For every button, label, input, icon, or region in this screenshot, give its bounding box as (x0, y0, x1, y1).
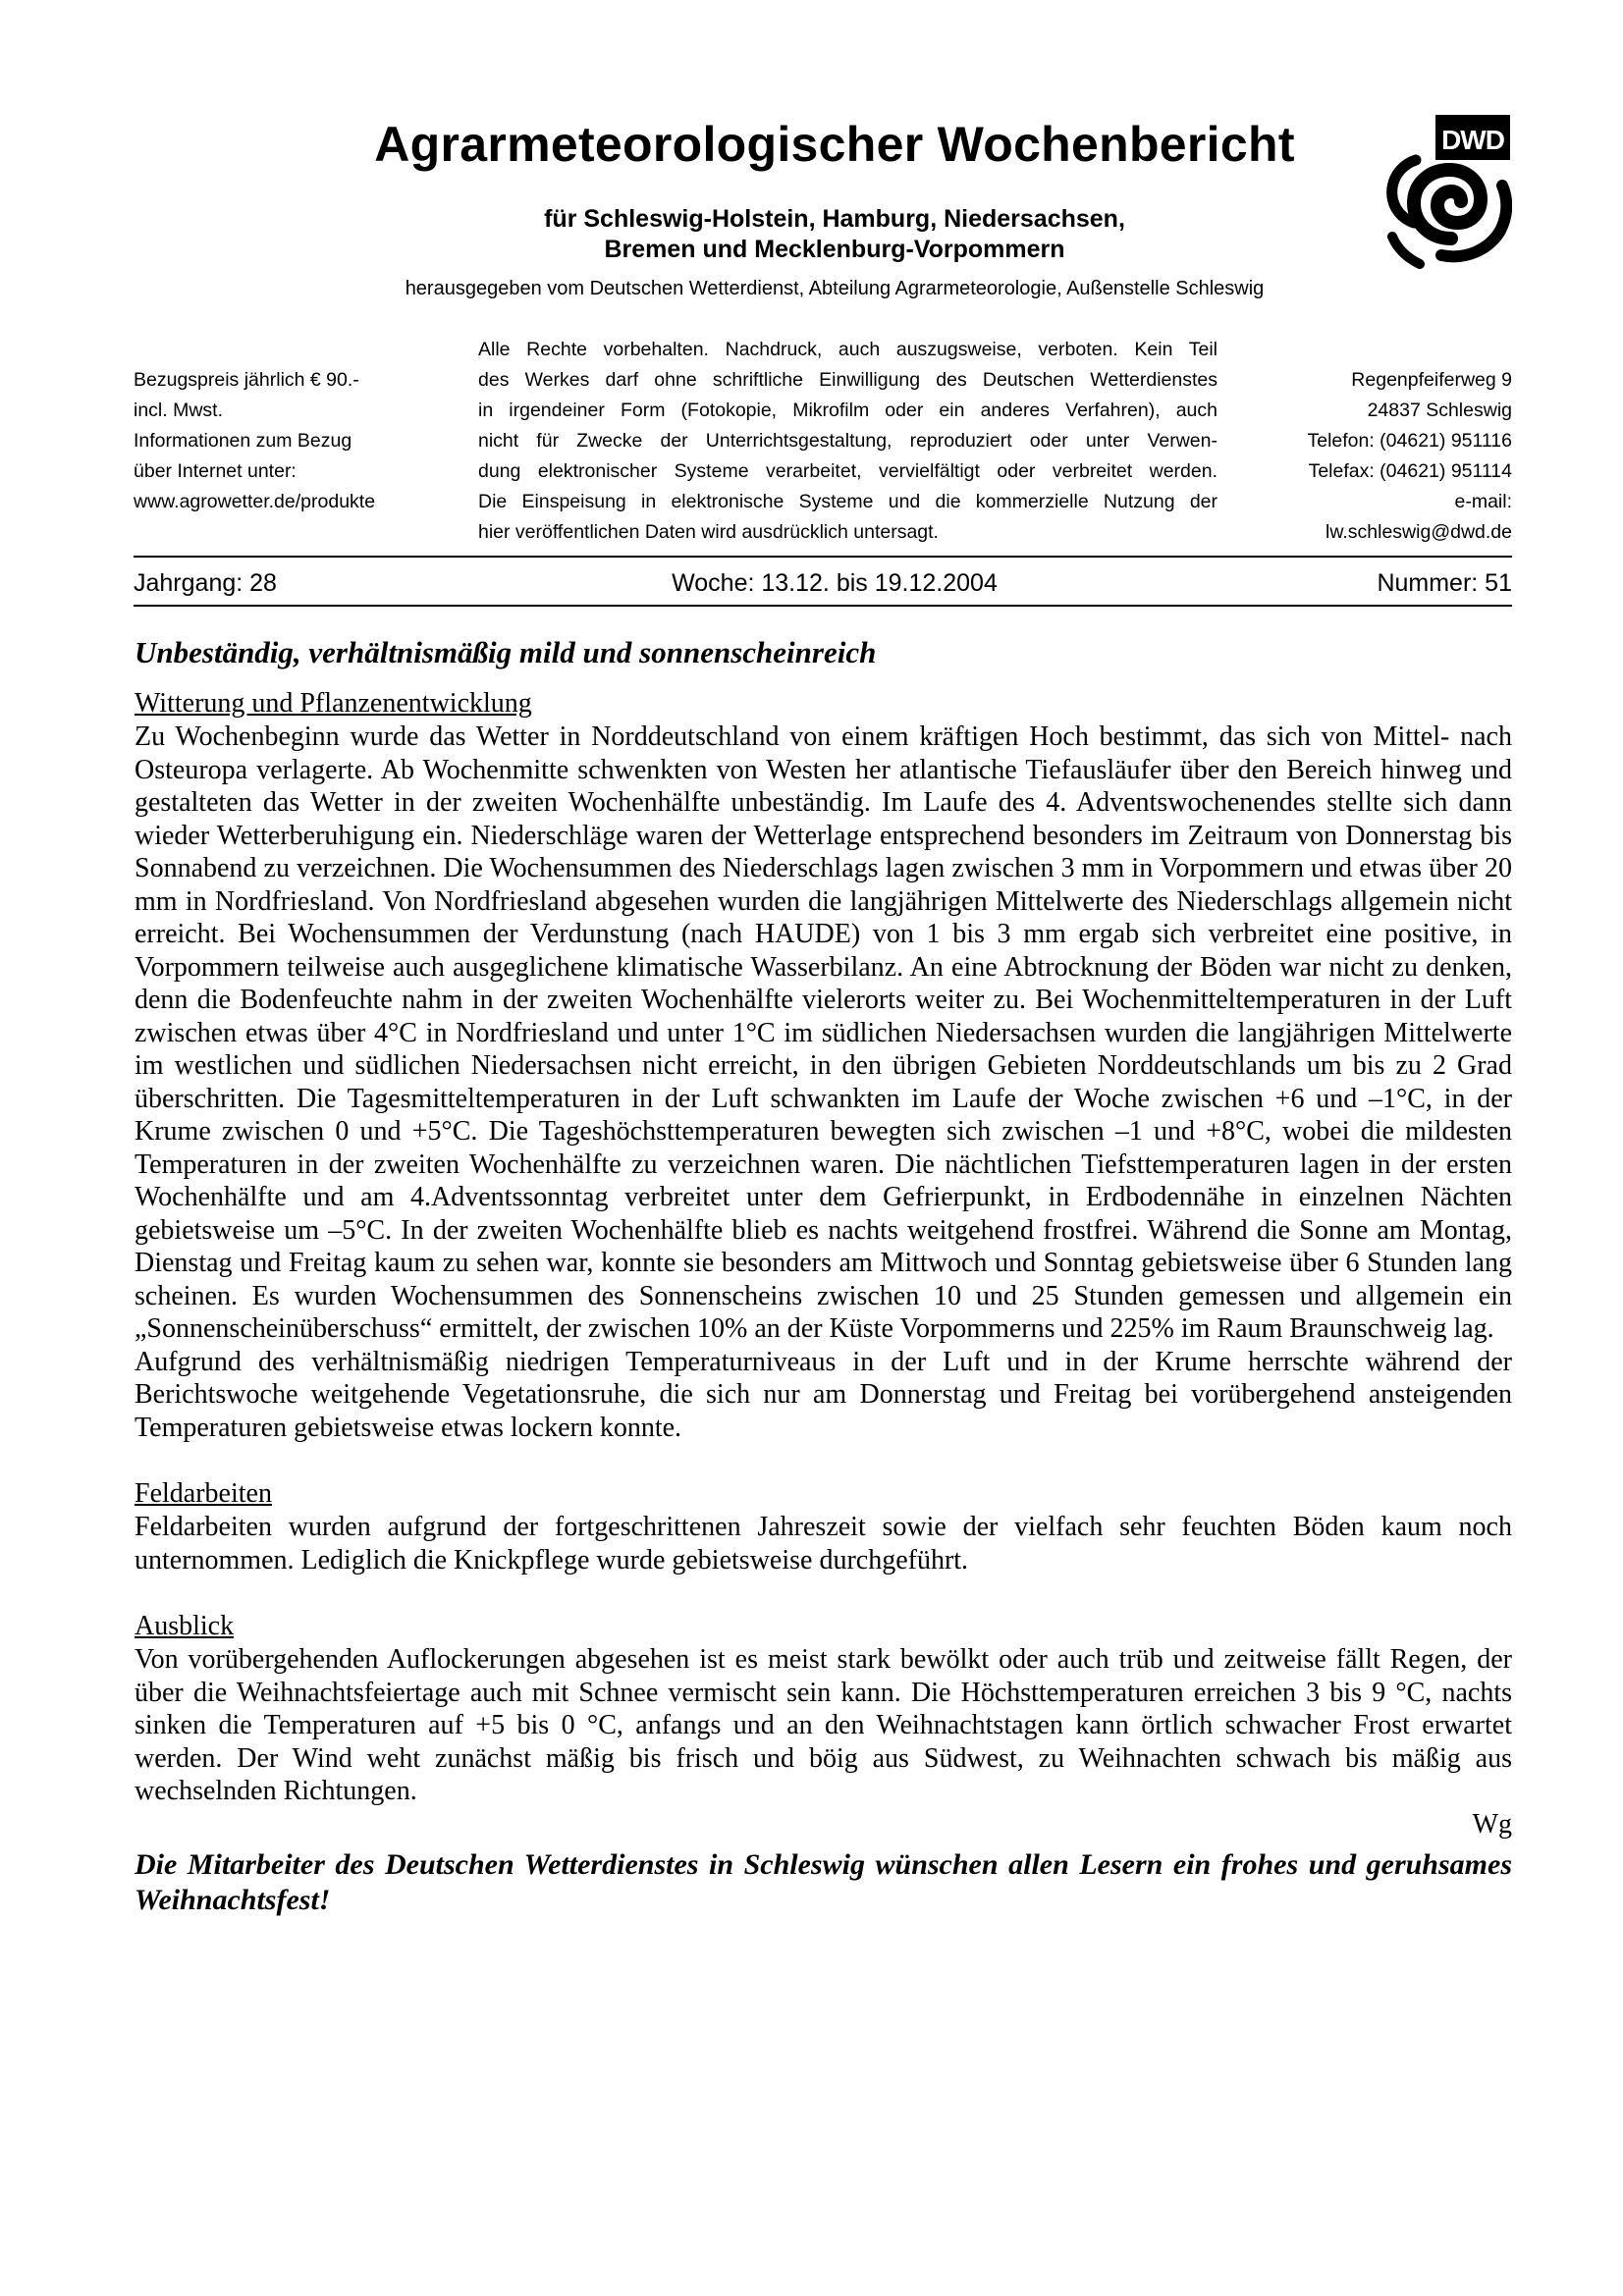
subscription-internet-label: über Internet unter: (134, 460, 297, 482)
subscription-price: Bezugspreis jährlich € 90.- (134, 369, 359, 391)
rights-line: nicht für Zwecke der Unterrichtsgestaltung, reproduziert oder unter Verwen- (478, 430, 1217, 452)
section-heading-fieldwork: Feldarbeiten (135, 1478, 272, 1509)
contact-fax: Telefax: (04621) 951114 (1308, 460, 1512, 482)
rights-line: Die Einspeisung in elektronische Systeme und die kommerzielle Nutzung der (478, 491, 1217, 512)
contact-city: 24837 Schleswig (1367, 400, 1512, 421)
rights-line: des Werkes darf ohne schriftliche Einwilligung des Deutschen Wetterdienstes (478, 369, 1217, 391)
dwd-logo (1384, 113, 1512, 280)
week-label: Woche: 13.12. bis 19.12.2004 (672, 569, 998, 597)
rights-line: Alle Rechte vorbehalten. Nachdruck, auch auszugsweise, verboten. Kein Teil (478, 339, 1217, 360)
subscription-info (134, 365, 458, 517)
weather-paragraph-1: Zu Wochenbeginn wurde das Wetter in Norddeutschland von einem kräftigen Hoch bestimmt, das sich von Mittel- nach Osteuropa verlagerte. Ab Wochenmitte schwenkten von Westen her atlantische Tiefausläufer über den Bereich hinweg und gestalteten das Wetter in der zweiten Wochenhälfte unbeständig. Im Laufe des 4. Adventswochenendes stellte sich dann wieder Wetterberuhigung ein. Niederschläge waren der Wetterlage entsprechend besonders im Zeitraum von Donnerstag bis Sonnabend zu verzeichnen. Die Wochensummen des Niederschlags lagen zwischen 3 mm in Vorpommern und etwas über 20 mm in Nordfriesland. Von Nordfriesland abgesehen wurden die langjährigen Mittelwerte des Niederschlags allgemein nicht erreicht. Bei Wochensummen der Verdunstung (nach HAUDE) von 1 bis 3 mm ergab sich verbreitet eine positive, in Vorpommern teilweise auch ausgeglichene klimatische Wasserbilanz. An eine Abtrocknung der Böden war nicht zu denken, denn die Bodenfeuchte nahm in der zweiten Wochenhälfte vielerorts weiter zu. Bei Wochenmitteltemperaturen in der Luft zwischen etwas über 4°C in Nordfriesland und unter 1°C im südlichen Niedersachsen wurden die langjährigen Mittelwerte im westlichen und südlichen Niedersachsen nicht erreicht, in den übrigen Gebieten Norddeutschlands um bis zu 2 Grad überschritten. Die Tagesmitteltemperaturen in der Luft schwankten im Laufe der Woche zwischen +6 und –1°C, in der Krume zwischen 0 und +5°C. Die Tageshöchsttemperaturen bewegten sich zwischen –1 und +8°C, wobei die mildesten Temperaturen in der zweiten Wochenhälfte zu verzeichnen waren. Die nächtlichen Tiefsttemperaturen lagen in der ersten Wochenhälfte und am 4.Adventssonntag verbreitet unter dem Gefrierpunkt, in Erdbodennähe in einzelnen Nächten gebietsweise um –5°C. In der zweiten Wochenhälfte blieb es nachts weitgehend frostfrei. Während die Sonne am Montag, Dienstag und Freitag kaum zu sehen war, konnte sie besonders am Mittwoch und Sonntag gebietsweise über 6 Stunden lang scheinen. Es wurden Wochensummen des Sonnenscheins zwischen 10 und 25 Stunden gemessen und allgemein ein „Sonnenscheinüberschuss“ ermittelt, der zwischen 10% an der Küste Vorpommerns und 225% im Raum Braunschweig lag. (135, 721, 1512, 1344)
weather-paragraph-2: Aufgrund des verhältnismäßig niedrigen Temperaturniveaus in der Luft und in der Krume herrschte während der Berichtswoche weitgehende Vegetationsruhe, die sich nur am Donnerstag und Freitag bei vorübergehend ansteigenden Temperaturen gebietsweise etwas lockern konnte. (135, 1346, 1512, 1443)
contact-email: lw.schleswig@dwd.de (1325, 521, 1512, 543)
subscription-tax: incl. Mwst. (134, 400, 224, 421)
publisher-line: herausgegeben vom Deutschen Wetterdienst, Abteilung Agrarmeteorologie, Außenstelle Schleswig (405, 278, 1265, 299)
subscription-info-label: Informationen zum Bezug (134, 430, 352, 452)
section-heading-weather: Witterung und Pflanzenentwicklung (135, 688, 532, 719)
spacer (135, 1444, 1512, 1477)
contact-phone: Telefon: (04621) 951116 (1307, 430, 1512, 452)
volume-label: Jahrgang: 28 (134, 569, 277, 597)
rights-notice (478, 335, 1217, 548)
report-subtitle (0, 204, 1623, 265)
contact-street: Regenpfeiferweg 9 (1351, 369, 1512, 391)
rights-line: in irgendeiner Form (Fotokopie, Mikrofilm oder ein anderes Verfahren), auch (478, 400, 1217, 421)
subtitle-line-2: Bremen und Mecklenburg-Vorpommern (604, 236, 1065, 263)
outlook-paragraph: Von vorübergehenden Auflockerungen abgesehen ist es meist stark bewölkt oder auch trüb und zeitweise fällt Regen, der über die Weihnachtsfeiertage auch mit Schnee vermischt sein kann. Die Höchsttemperaturen erreichen 3 bis 9 °C, nachts sinken die Temperaturen auf +5 bis 0 °C, anfangs und an den Weihnachtstagen kann örtlich schwacher Frost erwartet werden. Der Wind weht zunächst mäßig bis frisch und böig aus Südwest, zu Weihnachten schwach bis mäßig aus wechselnden Richtungen. (135, 1644, 1512, 1806)
spacer (135, 1576, 1512, 1610)
report-body (135, 632, 1512, 1918)
contact-info (1208, 365, 1512, 548)
author-signature: Wg (1472, 1808, 1512, 1840)
subtitle-line-1: für Schleswig-Holstein, Hamburg, Niedersachsen, (544, 205, 1125, 233)
subscription-url: www.agrowetter.de/produkte (134, 491, 376, 512)
section-heading-outlook: Ausblick (135, 1611, 235, 1641)
rights-line: dung elektronischer Systeme verarbeitet, vervielfältigt oder verbreitet werden. (478, 460, 1217, 482)
fieldwork-paragraph: Feldarbeiten wurden aufgrund der fortgeschrittenen Jahreszeit sowie der vielfach sehr feuchten Böden kaum noch unternommen. Lediglich die Knickpflege wurde gebietsweise durchgeführt. (135, 1512, 1512, 1575)
issue-number: Nummer: 51 (1377, 569, 1512, 597)
divider-top (134, 556, 1512, 558)
report-headline: Unbeständig, verhältnismäßig mild und sonnenscheinreich (135, 635, 877, 669)
rights-line: hier veröffentlichen Daten wird ausdrücklich untersagt. (478, 521, 939, 543)
report-title: Agrarmeteorologischer Wochenbericht (374, 117, 1295, 172)
contact-email-label: e-mail: (1454, 491, 1512, 512)
dwd-logo-text: DWD (1441, 125, 1504, 155)
closing-greeting: Die Mitarbeiter des Deutschen Wetterdienstes in Schleswig wünschen allen Lesern ein frohes und geruhsames Weihnachtsfest! (135, 1847, 1512, 1916)
divider-bottom (134, 605, 1512, 607)
